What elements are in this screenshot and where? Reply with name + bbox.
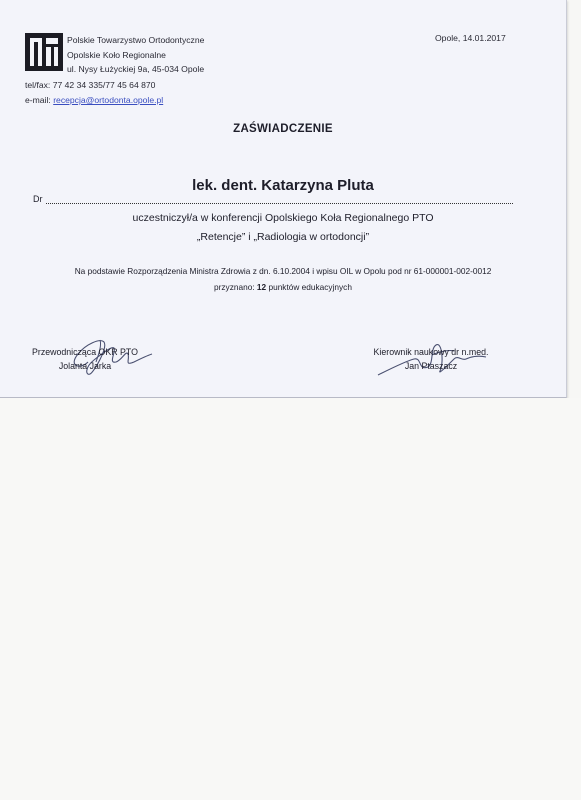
points-awarded xyxy=(0,282,566,292)
organization-branch: Opolskie Koło Regionalne xyxy=(67,49,166,60)
organization-address: ul. Nysy Łużyckiej 9a, 45-034 Opole xyxy=(67,64,205,74)
points-suffix: punktów edukacyjnych xyxy=(266,282,352,292)
email-link[interactable]: recepcja@ortodonta.opole.pl xyxy=(53,95,164,105)
points-value: 12 xyxy=(256,282,267,292)
left-signatory-name: Jolanta Jarka xyxy=(58,361,112,371)
blank-page-area xyxy=(0,398,581,800)
pto-logo-icon xyxy=(25,33,63,71)
email-label: e-mail: xyxy=(25,95,54,105)
contact-block xyxy=(25,78,163,108)
document-title: ZAŚWIADCZENIE xyxy=(233,123,333,135)
phone-fax: tel/fax: 77 42 34 335/77 45 64 870 xyxy=(25,80,156,90)
organization-header xyxy=(67,33,204,77)
organization-name: Polskie Towarzystwo Ortodontyczne xyxy=(67,35,205,45)
email-line xyxy=(25,93,163,108)
conference-topics: „Retencje” i „Radiologia w ortodoncji” xyxy=(196,231,370,243)
participation-text: uczestniczył/a w konferencji Opolskiego Koła Regionalnego PTO xyxy=(132,212,434,224)
recipient-prefix: Dr xyxy=(33,194,43,204)
recipient-name: lek. dent. Katarzyna Pluta xyxy=(192,177,374,194)
left-signature-block xyxy=(25,345,145,373)
legal-basis: Na podstawie Rozporządzenia Ministra Zdrowia z dn. 6.10.2004 i wpisu OIL w Opolu pod nr 61-000001-002-0012 xyxy=(74,266,492,276)
dotted-line xyxy=(46,203,513,204)
certificate-sheet xyxy=(0,0,567,398)
points-prefix: przyznano: xyxy=(214,282,257,292)
issue-date: Opole, 14.01.2017 xyxy=(435,33,506,43)
left-signatory-role: Przewodnicząca OKR PTO xyxy=(32,347,138,357)
right-signature-block xyxy=(360,345,502,373)
right-signatory-role: Kierownik naukowy dr n.med. xyxy=(373,347,489,357)
right-signatory-name: Jan Ptaszacz xyxy=(404,361,458,371)
